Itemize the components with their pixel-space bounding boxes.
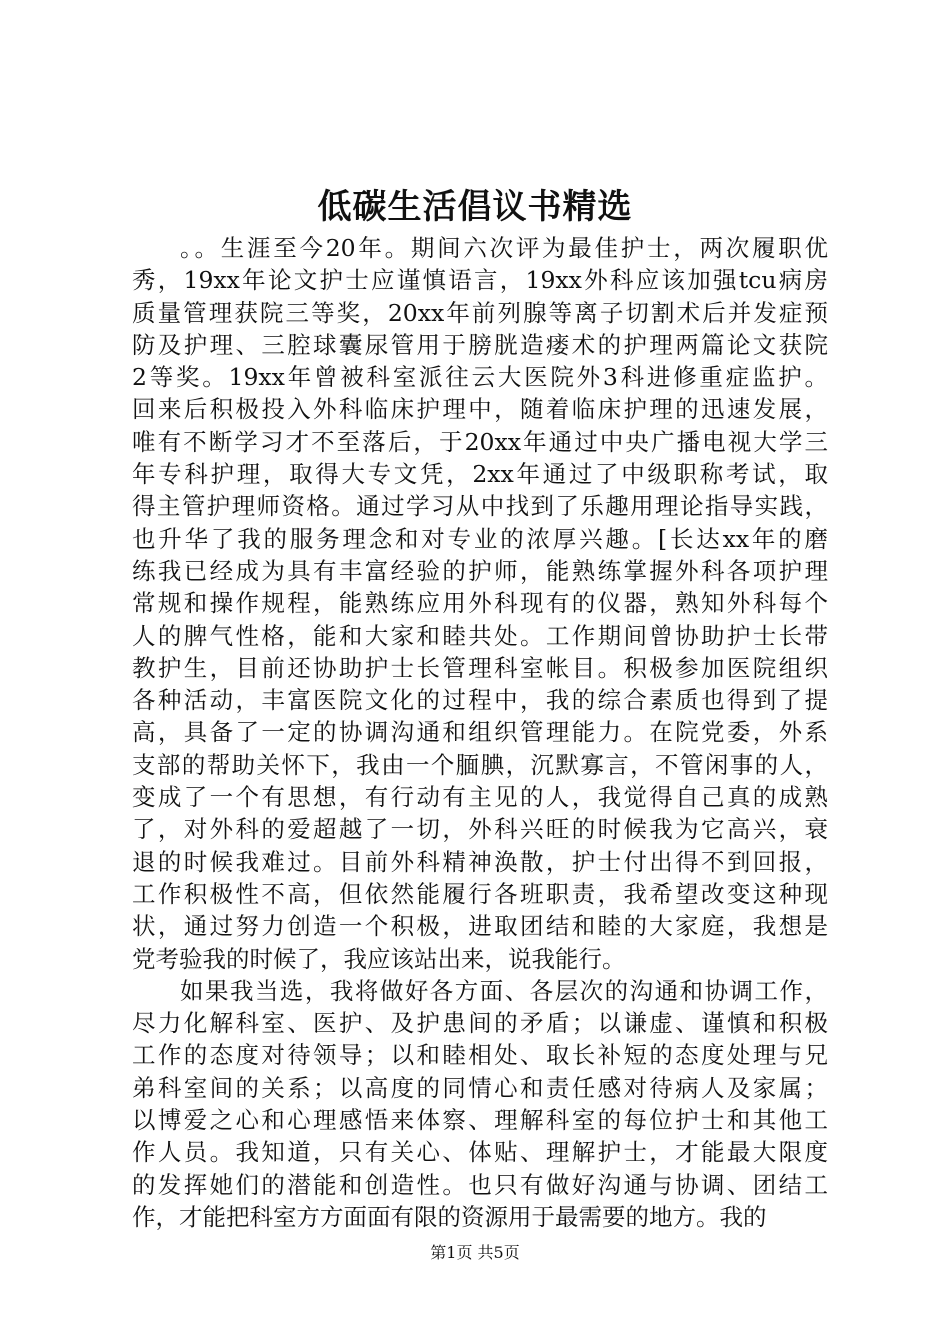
text-line: 了，对外科的爱超越了一切，外科兴旺的时候我为它高兴，衰 <box>132 815 828 844</box>
text-line: 各种活动，丰富医院文化的过程中，我的综合素质也得到了提 <box>132 686 828 715</box>
text-line: 质量管理获院三等奖，20xx年前列腺等离子切割术后并发症预 <box>132 298 828 327</box>
text-line: 人的脾气性格，能和大家和睦共处。工作期间曾协助护士长带 <box>132 621 828 650</box>
text-line: 党考验我的时候了，我应该站出来，说我能行。 <box>132 944 626 973</box>
text-line: 以博爱之心和心理感悟来体察、理解科室的每位护士和其他工 <box>132 1106 828 1135</box>
text-line: 的发挥她们的潜能和创造性。也只有做好沟通与协调、团结工 <box>132 1170 828 1199</box>
text-line: 弟科室间的关系；以高度的同情心和责任感对待病人及家属； <box>132 1073 828 1102</box>
paragraph <box>132 232 828 975</box>
text-line: 作人员。我知道，只有关心、体贴、理解护士，才能最大限度 <box>132 1138 828 1167</box>
text-line: 得主管护理师资格。通过学习从中找到了乐趣用理论指导实践， <box>132 492 828 521</box>
paragraph <box>132 975 828 1233</box>
text-line: 年专科护理，取得大专文凭，2xx年通过了中级职称考试，取 <box>132 460 828 489</box>
text-line: 状，通过努力创造一个积极，进取团结和睦的大家庭，我想是 <box>132 912 828 941</box>
text-line: 如果我当选，我将做好各方面、各层次的沟通和协调工作， <box>180 976 828 1005</box>
text-line: 回来后积极投入外科临床护理中，随着临床护理的迅速发展， <box>132 395 828 424</box>
text-line: 秀，19xx年论文护士应谨慎语言，19xx外科应该加强tcu病房 <box>132 266 828 295</box>
document-title: 低碳生活倡议书精选 <box>317 187 633 227</box>
text-line: 常规和操作规程，能熟练应用外科现有的仪器，熟知外科每个 <box>132 589 828 618</box>
text-line: 2等奖。19xx年曾被科室派往云大医院外3科进修重症监护。 <box>132 363 828 392</box>
text-line: 唯有不断学习才不至落后，于20xx年通过中央广播电视大学三 <box>132 427 828 456</box>
text-line: 防及护理、三腔球囊尿管用于膀胱造瘘术的护理两篇论文获院 <box>132 330 828 359</box>
document-body <box>132 232 828 1233</box>
text-line: 变成了一个有思想，有行动有主见的人，我觉得自己真的成熟 <box>132 783 828 812</box>
text-line: 教护生，目前还协助护士长管理科室帐目。积极参加医院组织 <box>132 653 828 682</box>
text-line: 工作积极性不高，但依然能履行各班职责，我希望改变这种现 <box>132 879 828 908</box>
text-line: 练我已经成为具有丰富经验的护师，能熟练掌握外科各项护理 <box>132 556 828 585</box>
text-line: 尽力化解科室、医护、及护患间的矛盾；以谦虚、谨慎和积极 <box>132 1009 828 1038</box>
text-line: 。。生涯至今20年。期间六次评为最佳护士，两次履职优 <box>180 234 828 262</box>
text-line: 工作的态度对待领导；以和睦相处、取长补短的态度处理与兄 <box>132 1041 828 1070</box>
text-line: 也升华了我的服务理念和对专业的浓厚兴趣。[长达xx年的磨 <box>132 524 828 553</box>
text-line: 支部的帮助关怀下，我由一个腼腆，沉默寡言，不管闲事的人， <box>132 750 828 779</box>
text-line: 退的时候我难过。目前外科精神涣散，护士付出得不到回报， <box>132 847 828 876</box>
text-line: 高，具备了一定的协调沟通和组织管理能力。在院党委，外系 <box>132 718 828 747</box>
text-line: 作，才能把科室方方面面有限的资源用于最需要的地方。我的 <box>132 1202 767 1231</box>
page-footer: 第1页 共5页 <box>430 1243 520 1262</box>
